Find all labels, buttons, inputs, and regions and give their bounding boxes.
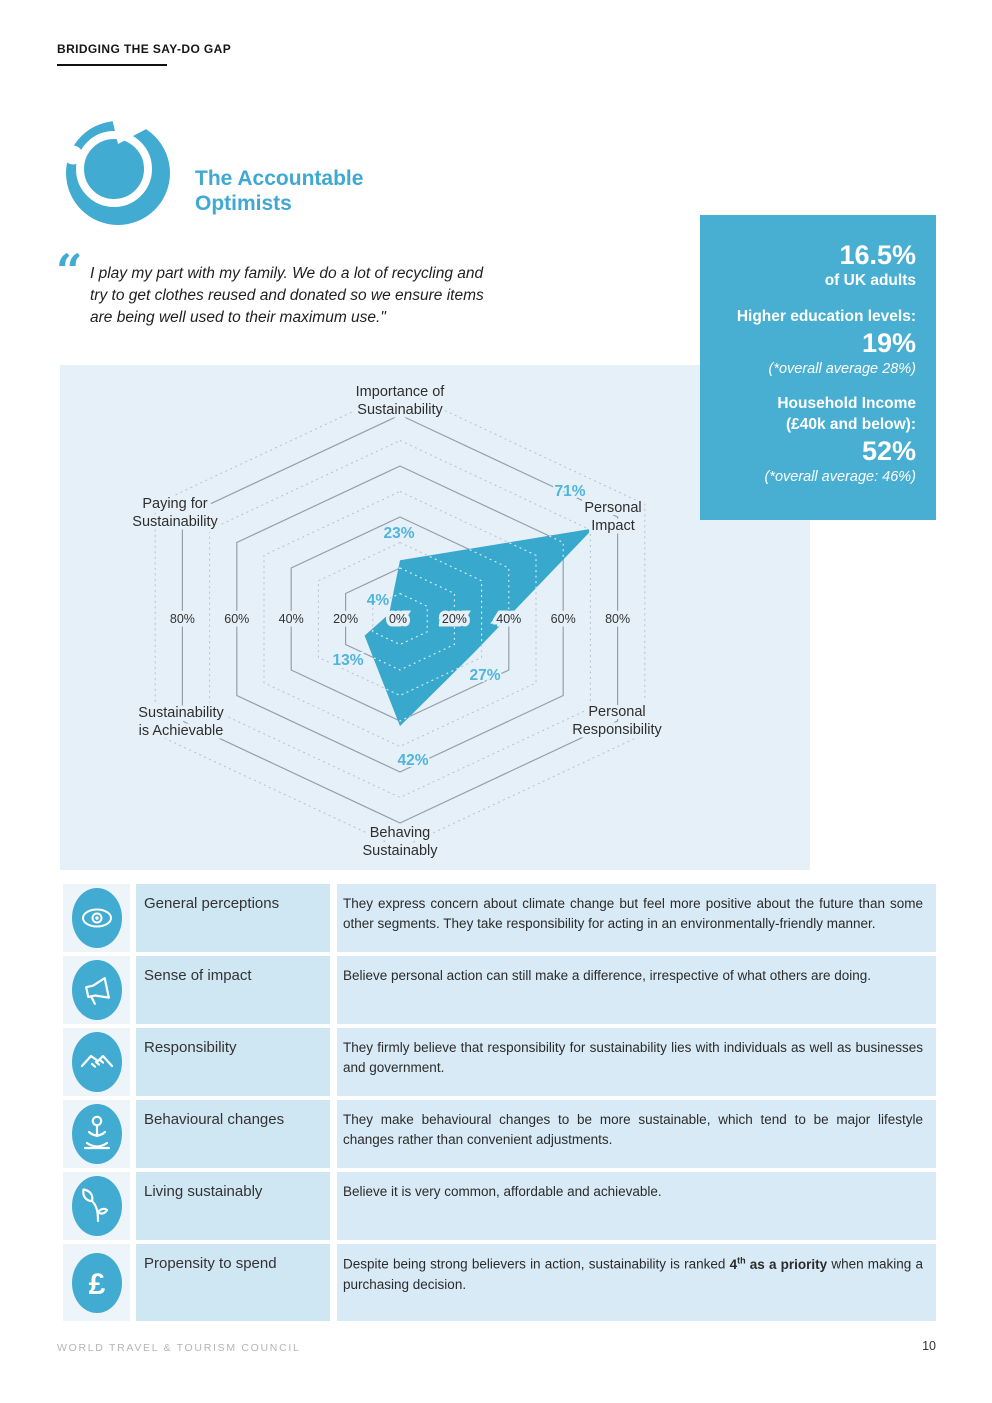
radar-value-label: 4% [366, 592, 390, 609]
row-title: Sense of impact [136, 956, 330, 1024]
head-profile-icon [58, 110, 176, 230]
row-description: Despite being strong believers in action, sustainability is ranked 4th as a priority when making a purchasing decision. [337, 1244, 936, 1321]
persona-title [195, 167, 363, 217]
handshake-icon [71, 1031, 123, 1093]
sprout-icon [71, 1175, 123, 1237]
icon-cell [63, 1244, 130, 1321]
stats-box [700, 215, 936, 520]
radar-tick-label: 60% [224, 612, 250, 626]
persona-avatar [58, 110, 176, 230]
radar-chart-panel [60, 365, 810, 870]
radar-axis-label: Responsibility [572, 722, 662, 738]
radar-value-label: 42% [397, 752, 429, 769]
segment-info-table [63, 884, 936, 1325]
row-description: They firmly believe that responsibility for sustainability lies with individuals as well as businesses and government. [337, 1028, 936, 1096]
row-title: Propensity to spend [136, 1244, 330, 1321]
radar-tick-label: 40% [278, 612, 304, 626]
table-row [63, 1172, 936, 1240]
page-header: BRIDGING THE SAY-DO GAP [57, 42, 232, 56]
stat-pct: 16.5% [839, 240, 916, 270]
stat-pct-label: of UK adults [824, 272, 916, 290]
stat-edu-value: 19% [861, 327, 916, 358]
radar-axis-label: Personal [588, 704, 646, 720]
row-title: Behavioural changes [136, 1100, 330, 1168]
stat-income-note: (*overall average: 46%) [764, 469, 916, 486]
radar-axis-label: Sustainably [362, 843, 438, 859]
radar-axis-label: Impact [591, 518, 635, 534]
svg-text:£: £ [88, 1267, 105, 1301]
radar-axis-label: Importance of [355, 384, 445, 400]
radar-axis-label: Sustainability [138, 705, 224, 721]
radar-axis-label: Sustainability [357, 402, 443, 418]
row-description: Believe it is very common, affordable and achievable. [337, 1172, 936, 1240]
radar-chart [60, 365, 810, 870]
radar-value-label: 71% [554, 483, 586, 500]
stat-edu-label: Higher education levels: [736, 307, 916, 325]
row-title: Responsibility [136, 1028, 330, 1096]
table-row [63, 1244, 936, 1321]
icon-cell [63, 884, 130, 952]
table-row [63, 884, 936, 952]
person-icon [71, 1103, 123, 1165]
icon-cell [63, 956, 130, 1024]
radar-value-label: 27% [469, 667, 501, 684]
radar-tick-label: 40% [496, 612, 522, 626]
stat-income-label1: Household Income [777, 395, 916, 413]
stat-income-label2: (£40k and below): [785, 415, 916, 433]
row-title: General perceptions [136, 884, 330, 952]
megaphone-icon [71, 959, 123, 1021]
radar-value-label: 13% [332, 652, 364, 669]
page-number: 10 [922, 1339, 936, 1353]
icon-cell [63, 1172, 130, 1240]
radar-tick-label: 20% [441, 612, 467, 626]
stat-income-value: 52% [861, 435, 916, 466]
radar-tick-label: 80% [169, 612, 195, 626]
table-row [63, 1100, 936, 1168]
radar-tick-label: 0% [388, 612, 408, 626]
radar-tick-label: 60% [550, 612, 576, 626]
header-rule [57, 64, 167, 66]
footer-text: WORLD TRAVEL & TOURISM COUNCIL [57, 1342, 301, 1354]
row-description: They make behavioural changes to be more sustainable, which tend to be major lifestyle changes rather than convenient adjustments. [337, 1100, 936, 1168]
radar-axis-label: is Achievable [138, 723, 224, 739]
row-description: They express concern about climate change but feel more positive about the future than some other segments. They take responsibility for acting in an environmentally-friendly manner. [337, 884, 936, 952]
icon-cell [63, 1100, 130, 1168]
persona-title-line2: Optimists [195, 191, 292, 215]
radar-axis-label: Paying for [142, 496, 208, 512]
persona-quote: I play my part with my family. We do a lot of recycling and try to get clothes reused and donated so we ensure items are being well used to their maximum use." [90, 265, 484, 326]
table-row [63, 956, 936, 1024]
radar-data-polygon [365, 529, 593, 727]
row-title: Living sustainably [136, 1172, 330, 1240]
radar-axis-label: Behaving [369, 825, 431, 841]
radar-tick-label: 20% [333, 612, 359, 626]
quote-mark-icon: “ [56, 244, 83, 298]
row-description: Believe personal action can still make a difference, irrespective of what others are doing. [337, 956, 936, 1024]
radar-axis-label: Personal [584, 500, 642, 516]
radar-axis-label: Sustainability [132, 514, 218, 530]
stat-edu-note: (*overall average 28%) [768, 361, 916, 378]
icon-cell [63, 1028, 130, 1096]
persona-title-line1: The Accountable [195, 167, 364, 190]
table-row [63, 1028, 936, 1096]
eye-icon [71, 887, 123, 949]
radar-tick-label: 80% [605, 612, 631, 626]
pound-icon [71, 1252, 123, 1314]
radar-value-label: 23% [383, 525, 415, 542]
